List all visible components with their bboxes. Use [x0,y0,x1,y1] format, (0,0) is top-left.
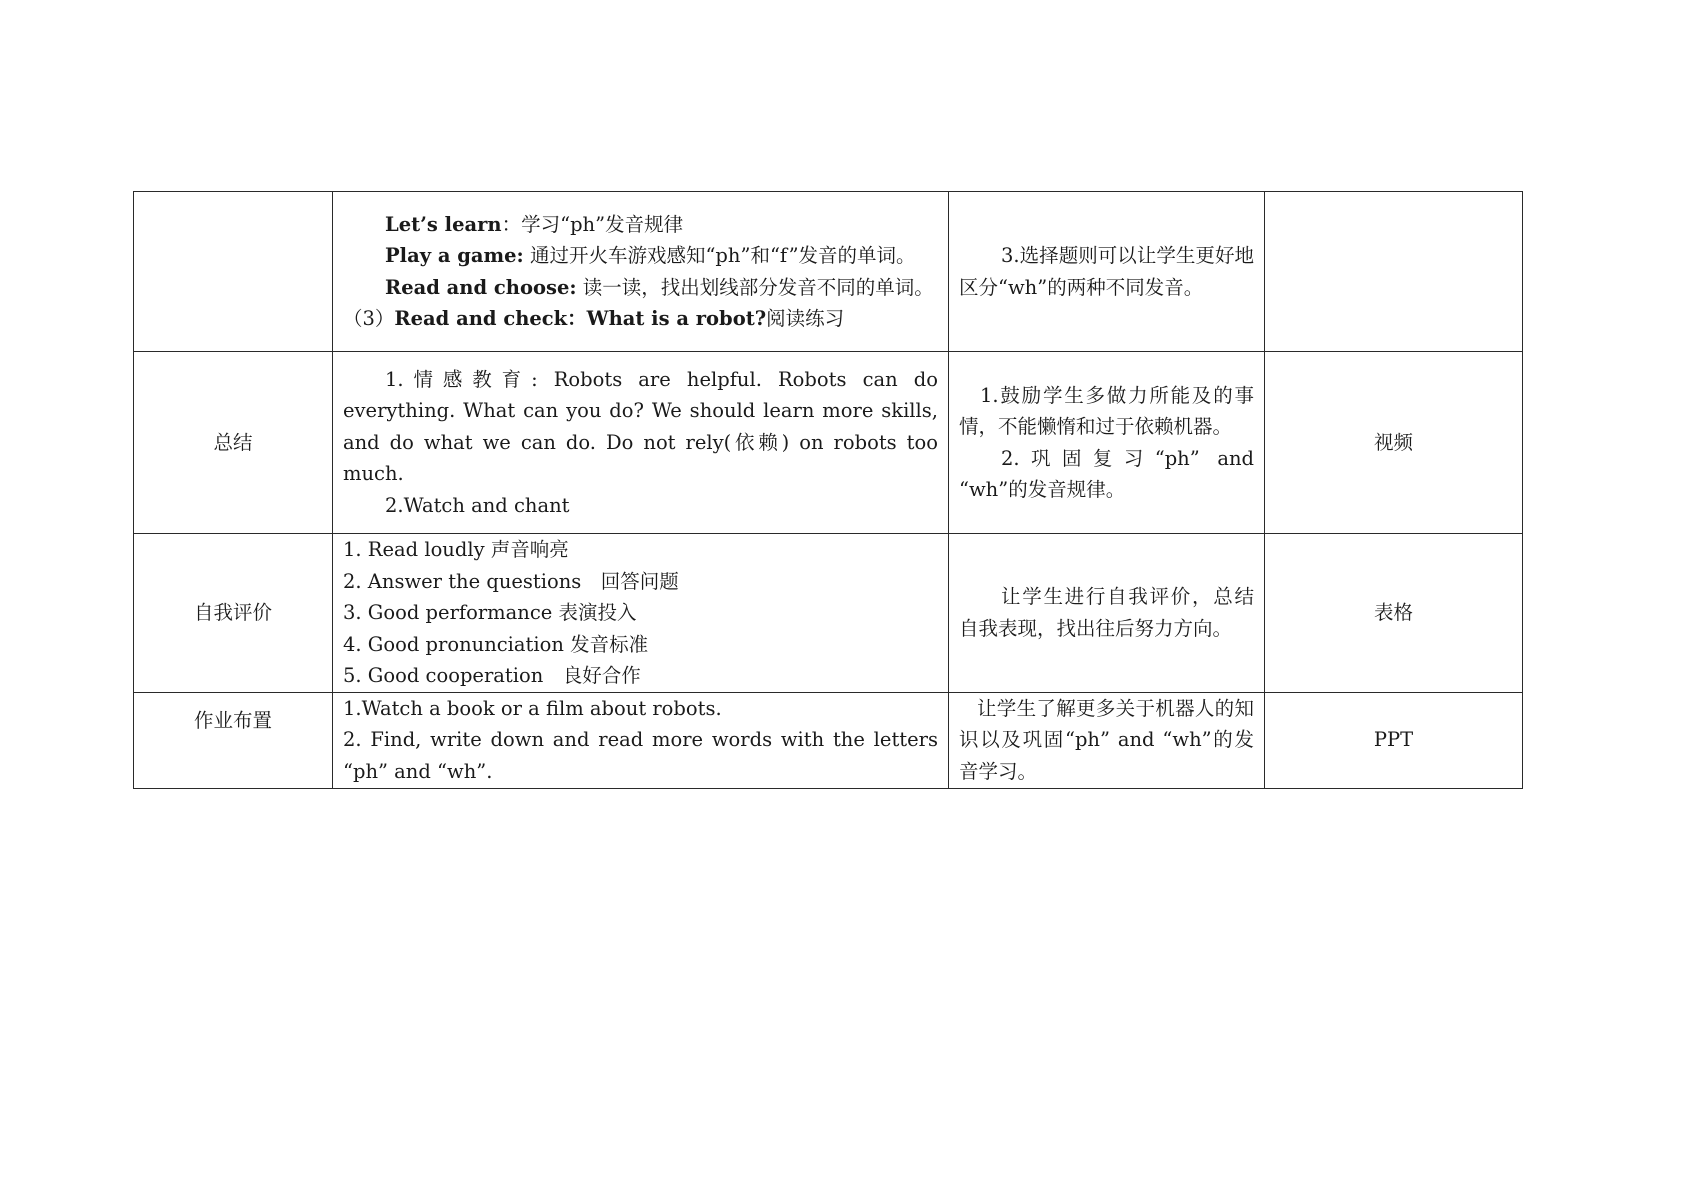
evaluation-item: 4. Good pronunciation 发音标准 [343,632,649,656]
activity-read-choose [343,272,938,304]
homework-line: 2. Find, write down and read more words with the letters “ph” and “wh”. [343,728,938,783]
activity-text: 读一读，找出划线部分发音不同的单词。 [576,275,934,299]
activity-label: Read and choose: [385,275,577,299]
activities-cell [333,534,949,693]
tool-cell: 表格 [1265,534,1523,693]
stage-cell: 自我评价 [134,534,333,693]
activity-text: 通过开火车游戏感知“ph”和“f”发音的单词。 [523,244,916,267]
table-row [134,692,1523,788]
tool-cell [1265,192,1523,352]
tool-cell: PPT [1265,692,1523,788]
intent-text: 让学生进行自我评价，总结自我表现，找出往后努力方向。 [959,585,1254,640]
activities-cell [333,192,949,352]
activity-lets-learn [343,209,938,241]
activity-read-check [343,303,938,335]
activity-play-game [343,240,938,272]
evaluation-item: 1. Read loudly 声音响亮 [343,538,569,561]
stage-cell [134,192,333,352]
stage-cell: 总结 [134,352,333,534]
homework-line: 1.Watch a book or a film about robots. [343,696,722,720]
intent-cell [949,692,1265,788]
intent-cell [949,192,1265,352]
intent-cell [949,534,1265,693]
activities-cell [333,352,949,534]
activity-text: 阅读练习 [766,307,845,330]
activity-line: 1.情感教育: Robots are helpful. Robots can do everything. What can you do? We should learn more skills, and do what we can do. Do not rely(依赖) on robots too much. [343,367,938,486]
lesson-plan-table [133,191,1523,789]
evaluation-item: 5. Good cooperation 良好合作 [343,664,641,687]
activity-text: ：学习“ph”发音规律 [501,212,684,236]
activity-line: 2.Watch and chant [385,493,570,517]
table-row [134,534,1523,693]
evaluation-item: 2. Answer the questions 回答问题 [343,569,679,593]
tool-cell: 视频 [1265,352,1523,534]
table-row [134,192,1523,352]
intent-line: 2.巩固复习“ph” and “wh”的发音规律。 [959,446,1254,501]
intent-text: 让学生了解更多关于机器人的知识以及巩固“ph” and “wh”的发音学习。 [959,696,1254,783]
evaluation-item: 3. Good performance 表演投入 [343,601,637,624]
activity-number: （3） [343,307,395,330]
activity-label: Read and check：What is a robot? [394,307,767,330]
intent-cell [949,352,1265,534]
activities-cell [333,692,949,788]
stage-cell: 作业布置 [134,692,333,788]
intent-line: 1.鼓励学生多做力所能及的事情，不能懒惰和过于依赖机器。 [959,383,1254,438]
activity-label: Play a game: [385,244,524,267]
activity-label: Let’s learn [385,212,502,236]
table-row [134,352,1523,534]
intent-text: 3.选择题则可以让学生更好地区分“wh”的两种不同发音。 [959,244,1254,299]
